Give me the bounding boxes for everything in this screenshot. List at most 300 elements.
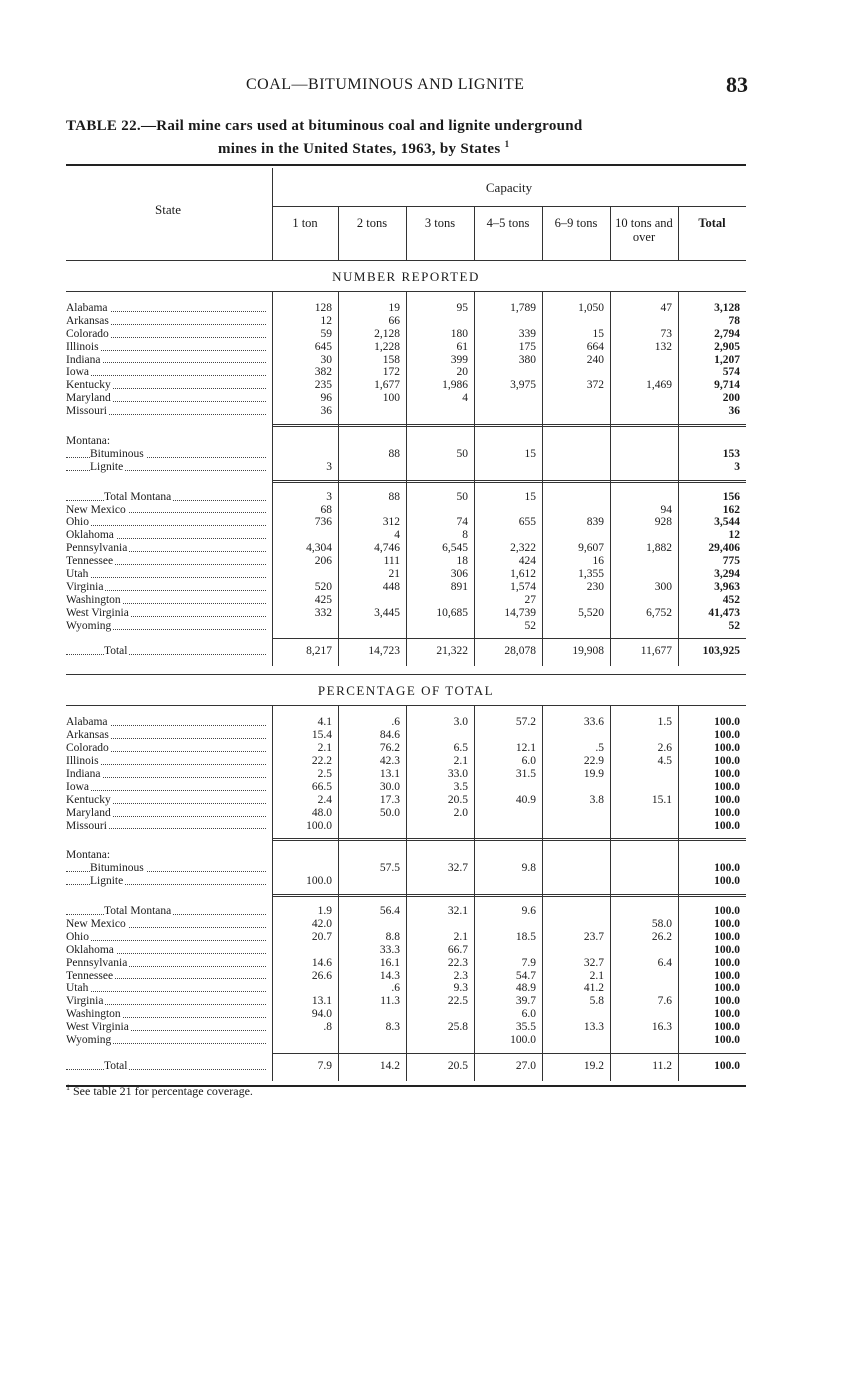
col-2-tons-cell: 33.3 <box>379 943 400 956</box>
col-3-tons-cell: 2.1 <box>453 930 468 943</box>
state-name: West Virginia <box>66 1021 129 1034</box>
col-4-5-tons-cell: 52 <box>524 619 536 632</box>
col-3-tons-cell: 9.3 <box>453 982 468 995</box>
col-1-ton-cell: 4.1 <box>317 716 332 729</box>
col-total-cell: 41,473 <box>708 606 740 619</box>
state-name: Oklahoma <box>66 529 114 542</box>
footnote-mark: 1 <box>66 1083 70 1092</box>
state-name: Pennsylvania <box>66 956 128 969</box>
col-1-ton-cell: 59 <box>320 327 332 340</box>
col-2-tons-cell: 312 <box>382 516 400 529</box>
col-total-cell: 52 <box>728 619 740 632</box>
state-name: Iowa <box>66 366 89 379</box>
section-title: NUMBER REPORTED <box>332 269 480 284</box>
table-row <box>66 862 746 875</box>
state-name: Colorado <box>66 742 109 755</box>
table-row <box>66 405 746 418</box>
table-row <box>66 461 746 474</box>
table-row <box>66 302 746 315</box>
col-10-tons-cell: 1,882 <box>646 542 672 555</box>
col-3-tons-cell: 25.8 <box>447 1021 468 1034</box>
state-name: Missouri <box>66 405 107 418</box>
col-total-cell: 103,925 <box>702 645 740 658</box>
table-row <box>66 341 746 354</box>
col-total-cell: 156 <box>722 490 740 503</box>
col-total-cell: 100.0 <box>714 875 740 888</box>
table-row <box>66 555 746 568</box>
col-6-9-tons-cell: 664 <box>586 340 604 353</box>
table-row <box>66 491 746 504</box>
col-4-5-tons-cell: 31.5 <box>515 767 536 780</box>
col-6-9-tons-cell: .5 <box>595 742 604 755</box>
col-4-5-tons-cell: 3,975 <box>510 379 536 392</box>
col-3-tons-cell: 8 <box>462 529 468 542</box>
col-3-tons-cell: 2.1 <box>453 755 468 768</box>
col-2-tons-cell: 21 <box>388 568 400 581</box>
col-1-ton-cell: 48.0 <box>311 806 332 819</box>
col-1-ton-cell: .8 <box>323 1021 332 1034</box>
col-2-tons-cell: 100 <box>382 392 400 405</box>
table-row <box>66 944 746 957</box>
col-1-ton-cell: 382 <box>314 366 332 379</box>
state-name: Oklahoma <box>66 943 114 956</box>
table-row <box>66 742 746 755</box>
state-name: Bituminous <box>90 447 144 460</box>
col-4-5-tons-cell: 6.0 <box>521 1008 536 1021</box>
table-row <box>66 1021 746 1034</box>
col-3-tons-cell: 18 <box>456 555 468 568</box>
state-name: Wyoming <box>66 1033 112 1046</box>
col-6-9-tons-cell: 33.6 <box>583 716 604 729</box>
col-4-5-tons-cell: 6.0 <box>521 755 536 768</box>
col-3-tons-cell: 20.5 <box>447 1059 468 1072</box>
col-total-cell: 3,294 <box>714 568 740 581</box>
col-2-tons-cell: 3,445 <box>374 606 400 619</box>
state-name: Missouri <box>66 819 107 832</box>
col-1-ton-cell: 12 <box>320 314 332 327</box>
col-2-tons-cell: 56.4 <box>379 905 400 918</box>
col-total-cell: 78 <box>728 314 740 327</box>
state-name: Tennessee <box>66 555 114 568</box>
table-row <box>66 755 746 768</box>
col-total-cell: 2,794 <box>714 327 740 340</box>
table-row <box>66 781 746 794</box>
col-6-9-tons-cell: 230 <box>586 580 604 593</box>
col-3-tons-cell: 32.7 <box>447 862 468 875</box>
state-name: Utah <box>66 982 89 995</box>
col-total-cell: 12 <box>728 529 740 542</box>
table-row <box>66 931 746 944</box>
state-name: Utah <box>66 568 89 581</box>
col-2-tons-cell: 66 <box>388 314 400 327</box>
table-row <box>66 529 746 542</box>
table-row <box>66 516 746 529</box>
col-total-cell: 100.0 <box>714 995 740 1008</box>
col-1-ton-cell: 332 <box>314 606 332 619</box>
col-1-ton-cell: 520 <box>314 580 332 593</box>
col-4-5-tons-cell: 15 <box>524 490 536 503</box>
col-2-tons-cell: 1,677 <box>374 379 400 392</box>
col-3-tons-cell: 891 <box>450 580 468 593</box>
col-10-tons-cell: 11,677 <box>640 645 672 658</box>
col-total-cell: 100.0 <box>714 917 740 930</box>
col-1-ton-cell: 3 <box>326 490 332 503</box>
col-2-tons-cell: 16.1 <box>379 956 400 969</box>
col-10-tons-cell: 300 <box>654 580 672 593</box>
col-1-ton-cell: 68 <box>320 503 332 516</box>
col-3-tons-cell: 20 <box>456 366 468 379</box>
col-4-5-tons-cell: 27 <box>524 593 536 606</box>
col-1-ton-cell: 94.0 <box>311 1008 332 1021</box>
table-row <box>66 607 746 620</box>
col-3-tons-cell: 21,322 <box>436 645 468 658</box>
state-name: Kentucky <box>66 793 111 806</box>
col-1-ton-cell: 30 <box>320 353 332 366</box>
table-row <box>66 354 746 367</box>
state-name: Iowa <box>66 780 89 793</box>
table-row <box>66 995 746 1008</box>
col-total-cell: 162 <box>722 503 740 516</box>
col-6-9-tons-cell: 19,908 <box>572 645 604 658</box>
col-total-cell: 200 <box>722 392 740 405</box>
col-2-tons-header: 2 tons <box>356 216 388 230</box>
col-total-cell: 9,714 <box>714 379 740 392</box>
col-2-tons-cell: 448 <box>382 580 400 593</box>
col-6-9-tons-cell: 5,520 <box>578 606 604 619</box>
col-3-tons-cell: 95 <box>456 302 468 314</box>
col-2-tons-cell: 111 <box>383 555 400 568</box>
state-name: Washington <box>66 593 121 606</box>
col-1-ton-cell: 36 <box>320 405 332 418</box>
table-row <box>66 542 746 555</box>
col-2-tons-cell: 42.3 <box>379 755 400 768</box>
col-10-tons-header: 10 tons and over <box>615 216 673 244</box>
col-10-tons-cell: 26.2 <box>651 930 672 943</box>
col-total-cell: 3 <box>734 460 740 473</box>
col-total-cell: 2,905 <box>714 340 740 353</box>
col-4-5-tons-cell: 9.6 <box>521 905 536 918</box>
col-10-tons-cell: 132 <box>654 340 672 353</box>
col-10-tons-cell: 15.1 <box>651 793 672 806</box>
state-name: Colorado <box>66 327 109 340</box>
table-row <box>66 568 746 581</box>
col-1-ton-cell: 736 <box>314 516 332 529</box>
state-name: Alabama <box>66 716 108 729</box>
state-name: Total Montana <box>104 490 172 503</box>
col-4-5-tons-cell: 54.7 <box>515 969 536 982</box>
page-number: 83 <box>726 72 748 97</box>
col-1-ton-cell: 645 <box>314 340 332 353</box>
col-total-cell: 100.0 <box>714 819 740 832</box>
table-row <box>66 768 746 781</box>
col-1-ton-cell: 20.7 <box>311 930 332 943</box>
col-2-tons-cell: 14,723 <box>368 645 400 658</box>
state-name: Maryland <box>66 392 111 405</box>
col-total-cell: 3,128 <box>714 302 740 314</box>
col-2-tons-cell: 8.3 <box>385 1021 400 1034</box>
table-row <box>66 918 746 931</box>
col-total-cell: 100.0 <box>714 729 740 742</box>
state-name: Pennsylvania <box>66 542 128 555</box>
state-name: Arkansas <box>66 314 109 327</box>
col-3-tons-cell: 22.5 <box>447 995 468 1008</box>
col-3-tons-cell: 399 <box>450 353 468 366</box>
col-10-tons-cell: 11.2 <box>652 1059 672 1072</box>
running-title: COAL—BITUMINOUS AND LIGNITE <box>246 76 525 93</box>
col-3-tons-cell: 2.3 <box>453 969 468 982</box>
col-1-ton-cell: 26.6 <box>311 969 332 982</box>
col-1-ton-cell: 425 <box>314 593 332 606</box>
state-name: Alabama <box>66 302 108 314</box>
col-10-tons-cell: 1.5 <box>657 716 672 729</box>
col-4-5-tons-cell: 48.9 <box>515 982 536 995</box>
col-total-cell: 153 <box>722 447 740 460</box>
col-10-tons-cell: 1,469 <box>646 379 672 392</box>
col-2-tons-cell: 14.3 <box>379 969 400 982</box>
col-2-tons-cell: 11.3 <box>380 995 400 1008</box>
col-4-5-tons-cell: 2,322 <box>510 542 536 555</box>
caption-line-1: TABLE 22.—Rail mine cars used at bituminous coal and lignite underground <box>66 118 583 134</box>
state-name: Illinois <box>66 755 99 768</box>
col-6-9-tons-cell: 19.2 <box>583 1059 604 1072</box>
col-4-5-tons-cell: 1,789 <box>510 302 536 314</box>
table-row <box>66 905 746 918</box>
col-3-tons-cell: 33.0 <box>447 767 468 780</box>
col-3-tons-cell: 50 <box>456 490 468 503</box>
col-2-tons-cell: 17.3 <box>379 793 400 806</box>
table-caption <box>66 117 748 158</box>
col-4-5-tons-cell: 39.7 <box>515 995 536 1008</box>
col-6-9-tons-cell: 839 <box>586 516 604 529</box>
col-10-tons-cell: 16.3 <box>651 1021 672 1034</box>
col-6-9-tons-cell: 2.1 <box>589 969 604 982</box>
table-row <box>66 729 746 742</box>
table-row <box>66 392 746 405</box>
col-total-cell: 36 <box>728 405 740 418</box>
col-4-5-tons-cell: 28,078 <box>504 645 536 658</box>
caption-footnote-mark: 1 <box>504 139 510 149</box>
table-row <box>66 504 746 517</box>
col-3-tons-cell: 50 <box>456 447 468 460</box>
col-1-ton-cell: 13.1 <box>311 995 332 1008</box>
state-name: Maryland <box>66 806 111 819</box>
col-3-tons-cell: 74 <box>456 516 468 529</box>
state-name: New Mexico <box>66 503 126 516</box>
col-2-tons-cell: 8.8 <box>385 930 400 943</box>
col-total-header: Total <box>698 216 726 230</box>
col-3-tons-cell: 3.5 <box>453 780 468 793</box>
col-total-cell: 574 <box>722 366 740 379</box>
footnote <box>66 1083 253 1099</box>
col-total-cell: 100.0 <box>714 780 740 793</box>
col-2-tons-cell: 4,746 <box>374 542 400 555</box>
col-6-9-tons-cell: 32.7 <box>583 956 604 969</box>
col-3-tons-cell: 6,545 <box>442 542 468 555</box>
col-total-cell: 3,963 <box>714 580 740 593</box>
col-total-cell: 100.0 <box>714 930 740 943</box>
state-name: Tennessee <box>66 969 114 982</box>
col-3-tons-cell: 20.5 <box>447 793 468 806</box>
table-row <box>66 581 746 594</box>
section-title: PERCENTAGE OF TOTAL <box>317 683 495 699</box>
col-1-ton-cell: 2.4 <box>317 793 332 806</box>
col-3-tons-cell: 22.3 <box>447 956 468 969</box>
col-1-ton-cell: 235 <box>314 379 332 392</box>
col-total-cell: 100.0 <box>714 905 740 918</box>
col-10-tons-cell: 6,752 <box>646 606 672 619</box>
col-1-ton-cell: 42.0 <box>311 917 332 930</box>
col-2-tons-cell: .6 <box>391 716 400 729</box>
table-row <box>66 957 746 970</box>
col-4-5-tons-cell: 339 <box>518 327 536 340</box>
col-10-tons-cell: 2.6 <box>657 742 672 755</box>
col-total-cell: 100.0 <box>714 969 740 982</box>
col-10-tons-cell: 7.6 <box>657 995 672 1008</box>
table-row <box>66 620 746 633</box>
col-2-tons-cell: 30.0 <box>379 780 400 793</box>
state-name: Lignite <box>90 875 124 888</box>
table-row <box>66 594 746 607</box>
col-4-5-tons-cell: 7.9 <box>521 956 536 969</box>
col-1-ton-cell: 128 <box>314 302 332 314</box>
col-2-tons-cell: 13.1 <box>379 767 400 780</box>
col-total-cell: 100.0 <box>714 793 740 806</box>
col-4-5-tons-cell: 12.1 <box>515 742 536 755</box>
state-name: Virginia <box>66 995 104 1008</box>
col-total-cell: 3,544 <box>714 516 740 529</box>
col-1-ton-cell: 3 <box>326 460 332 473</box>
table-row <box>66 982 746 995</box>
state-column-header: State <box>155 202 181 217</box>
col-10-tons-cell: 73 <box>660 327 672 340</box>
col-total-cell: 100.0 <box>714 742 740 755</box>
state-name: Washington <box>66 1008 121 1021</box>
col-1-ton-cell: 96 <box>320 392 332 405</box>
col-3-tons-cell: 1,986 <box>442 379 468 392</box>
state-name: West Virginia <box>66 606 129 619</box>
col-2-tons-cell: 57.5 <box>379 862 400 875</box>
col-4-5-tons-cell: 40.9 <box>515 793 536 806</box>
table-row <box>66 875 746 888</box>
table-body <box>66 261 746 1081</box>
col-6-9-tons-cell: 22.9 <box>583 755 604 768</box>
table-row <box>66 1034 746 1047</box>
col-1-ton-cell: 66.5 <box>311 780 332 793</box>
col-total-cell: 100.0 <box>714 1059 740 1072</box>
col-total-cell: 775 <box>722 555 740 568</box>
col-4-5-tons-cell: 380 <box>518 353 536 366</box>
col-1-ton-cell: 206 <box>314 555 332 568</box>
col-4-5-tons-cell: 1,574 <box>510 580 536 593</box>
page-header <box>0 72 854 102</box>
col-6-9-tons-cell: 1,050 <box>578 302 604 314</box>
state-name: Total <box>104 1059 128 1072</box>
table-row <box>66 970 746 983</box>
col-total-cell: 100.0 <box>714 806 740 819</box>
col-total-cell: 29,406 <box>708 542 740 555</box>
state-name: Total <box>104 645 128 658</box>
col-total-cell: 100.0 <box>714 1008 740 1021</box>
col-total-cell: 100.0 <box>714 1033 740 1046</box>
col-1-ton-header: 1 ton <box>292 216 318 230</box>
col-2-tons-cell: 88 <box>388 490 400 503</box>
col-1-ton-cell: 7.9 <box>317 1059 332 1072</box>
total-row <box>66 645 746 658</box>
col-3-tons-cell: 32.1 <box>447 905 468 918</box>
col-1-ton-cell: 100.0 <box>306 819 332 832</box>
col-4-5-tons-cell: 1,612 <box>510 568 536 581</box>
state-name: New Mexico <box>66 917 126 930</box>
col-6-9-tons-cell: 9,607 <box>578 542 604 555</box>
table-header <box>66 166 746 260</box>
total-row <box>66 1060 746 1073</box>
state-name: Kentucky <box>66 379 111 392</box>
col-4-5-tons-header: 4–5 tons <box>486 216 530 230</box>
col-6-9-tons-cell: 23.7 <box>583 930 604 943</box>
table-row <box>66 366 746 379</box>
col-4-5-tons-cell: 655 <box>518 516 536 529</box>
col-3-tons-cell: 10,685 <box>436 606 468 619</box>
col-2-tons-cell: 19 <box>388 302 400 314</box>
state-name: Ohio <box>66 516 89 529</box>
col-6-9-tons-cell: 3.8 <box>589 793 604 806</box>
col-4-5-tons-cell: 9.8 <box>521 862 536 875</box>
col-total-cell: 100.0 <box>714 982 740 995</box>
col-6-9-tons-cell: 19.9 <box>583 767 604 780</box>
col-4-5-tons-cell: 175 <box>518 340 536 353</box>
state-name: Lignite <box>90 460 124 473</box>
col-2-tons-cell: 88 <box>388 447 400 460</box>
col-4-5-tons-cell: 424 <box>518 555 536 568</box>
footnote-text: See table 21 for percentage coverage. <box>73 1084 253 1098</box>
col-total-cell: 452 <box>722 593 740 606</box>
col-1-ton-cell: 22.2 <box>311 755 332 768</box>
col-6-9-tons-cell: 16 <box>592 555 604 568</box>
col-total-cell: 100.0 <box>714 767 740 780</box>
state-name: Indiana <box>66 767 101 780</box>
col-4-5-tons-cell: 57.2 <box>515 716 536 729</box>
col-10-tons-cell: 6.4 <box>657 956 672 969</box>
col-3-tons-cell: 61 <box>456 340 468 353</box>
col-1-ton-cell: 14.6 <box>311 956 332 969</box>
col-3-tons-cell: 66.7 <box>447 943 468 956</box>
col-6-9-tons-cell: 13.3 <box>583 1021 604 1034</box>
col-4-5-tons-cell: 14,739 <box>504 606 536 619</box>
state-name: Bituminous <box>90 862 144 875</box>
col-2-tons-cell: 158 <box>382 353 400 366</box>
col-6-9-tons-cell: 41.2 <box>583 982 604 995</box>
col-2-tons-cell: 2,128 <box>374 327 400 340</box>
table-row <box>66 435 746 448</box>
col-10-tons-cell: 58.0 <box>651 917 672 930</box>
col-1-ton-cell: 8,217 <box>306 645 332 658</box>
col-4-5-tons-cell: 100.0 <box>510 1033 536 1046</box>
table-row <box>66 849 746 862</box>
col-10-tons-cell: 4.5 <box>657 755 672 768</box>
col-2-tons-cell: 76.2 <box>379 742 400 755</box>
col-2-tons-cell: 50.0 <box>379 806 400 819</box>
data-table <box>66 164 746 1087</box>
col-3-tons-cell: 2.0 <box>453 806 468 819</box>
table-row <box>66 315 746 328</box>
col-1-ton-cell: 2.1 <box>317 742 332 755</box>
col-3-tons-header: 3 tons <box>424 216 456 230</box>
col-4-5-tons-cell: 35.5 <box>515 1021 536 1034</box>
state-name: Ohio <box>66 930 89 943</box>
table-row <box>66 328 746 341</box>
col-4-5-tons-cell: 15 <box>524 447 536 460</box>
col-total-cell: 100.0 <box>714 1021 740 1034</box>
